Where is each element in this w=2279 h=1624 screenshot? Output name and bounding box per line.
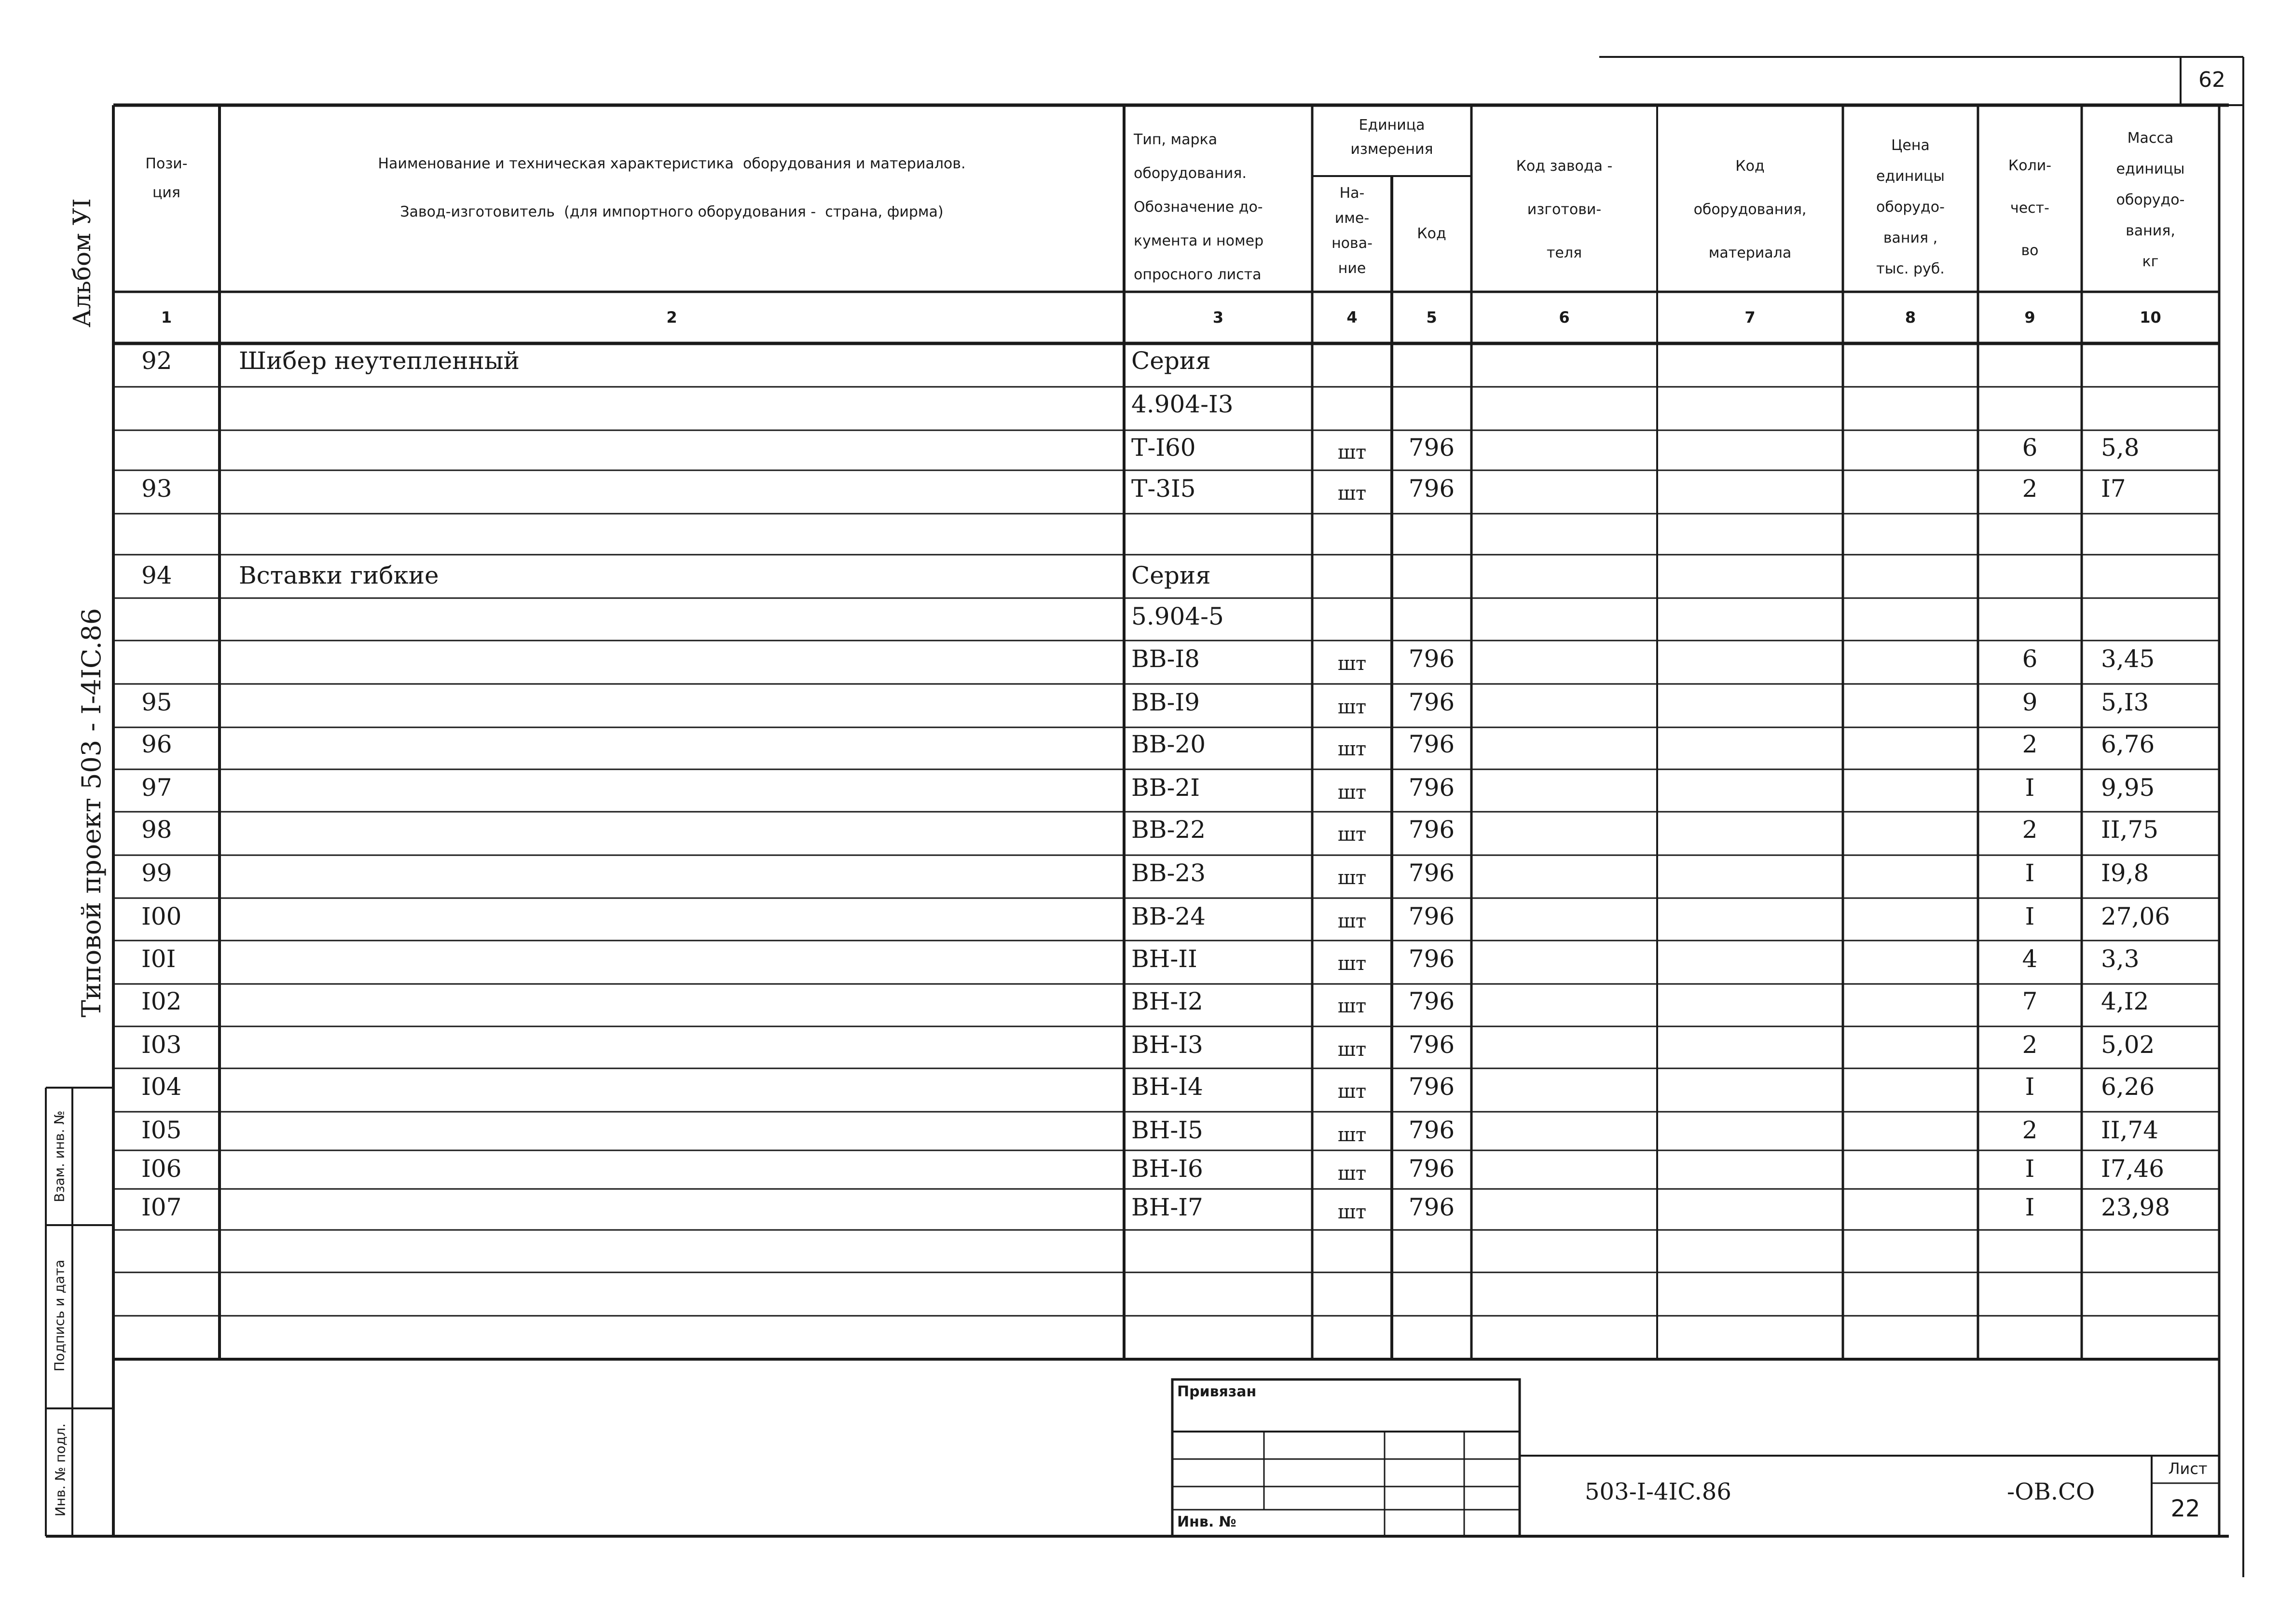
mass-cell: 5,02 xyxy=(2101,1031,2155,1059)
mass-cell: 6,26 xyxy=(2101,1073,2155,1101)
unit-code-cell: 796 xyxy=(1408,987,1455,1015)
quantity-cell: 2 xyxy=(2022,816,2038,844)
type-cell: 5.904-5 xyxy=(1131,602,1224,630)
header-mass: Масса единицы оборудо- вания, кг xyxy=(2116,130,2185,270)
type-cell: ВВ-24 xyxy=(1131,902,1206,930)
header-unit: Единица измерения xyxy=(1350,117,1433,158)
mass-cell: 5,8 xyxy=(2101,434,2140,462)
quantity-cell: I xyxy=(2025,859,2035,887)
album-label: Альбом УI xyxy=(68,198,96,328)
unit-cell: шт xyxy=(1337,738,1367,760)
quantity-cell: I xyxy=(2025,1155,2035,1183)
quantity-cell: 7 xyxy=(2022,987,2038,1015)
position-cell: 93 xyxy=(141,475,172,503)
quantity-cell: 2 xyxy=(2022,1116,2038,1144)
position-cell: I0I xyxy=(141,945,176,973)
document-suffix: -ОВ.СО xyxy=(2007,1478,2095,1505)
type-cell: ВН-I3 xyxy=(1131,1031,1203,1059)
unit-code-cell: 796 xyxy=(1408,945,1455,973)
header-position: Пози- ция xyxy=(145,155,188,201)
header-name-line2: Завод-изготовитель (для импортного оборудования - страна, фирма) xyxy=(400,204,944,220)
mass-cell: 4,I2 xyxy=(2101,987,2149,1015)
quantity-cell: 2 xyxy=(2022,730,2038,758)
type-cell: ВН-I2 xyxy=(1131,987,1203,1015)
mass-cell: 9,95 xyxy=(2101,774,2155,802)
project-label: Типовой проект 503 - I-4IC.86 xyxy=(76,608,107,1018)
type-cell: ВВ-I8 xyxy=(1131,645,1200,673)
unit-code-cell: 796 xyxy=(1408,730,1455,758)
unit-cell: шт xyxy=(1337,953,1367,975)
type-cell: ВН-I4 xyxy=(1131,1073,1203,1101)
position-cell: 97 xyxy=(141,774,172,802)
unit-cell: шт xyxy=(1337,995,1367,1017)
type-cell: Серия xyxy=(1131,347,1211,375)
unit-code-cell: 796 xyxy=(1408,1193,1455,1221)
unit-code-cell: 796 xyxy=(1408,434,1455,462)
quantity-cell: I xyxy=(2025,902,2035,930)
unit-code-cell: 796 xyxy=(1408,1155,1455,1183)
unit-code-cell: 796 xyxy=(1408,816,1455,844)
column-number-1: 1 xyxy=(161,308,172,327)
unit-code-cell: 796 xyxy=(1408,475,1455,503)
type-cell: ВВ-2I xyxy=(1131,774,1200,802)
column-number-5: 5 xyxy=(1426,308,1437,327)
unit-code-cell: 796 xyxy=(1408,774,1455,802)
name-cell: Вставки гибкие xyxy=(239,561,439,589)
position-cell: I04 xyxy=(141,1073,182,1101)
position-cell: I07 xyxy=(141,1193,182,1221)
unit-code-cell: 796 xyxy=(1408,1073,1455,1101)
position-cell: I06 xyxy=(141,1155,182,1183)
quantity-cell: 9 xyxy=(2022,688,2038,716)
quantity-cell: I xyxy=(2025,774,2035,802)
position-cell: I02 xyxy=(141,987,182,1015)
stamp-label-vzam: Взам. инв. № xyxy=(51,1110,68,1202)
type-cell: ВВ-20 xyxy=(1131,730,1206,758)
mass-cell: I7,46 xyxy=(2101,1155,2165,1183)
column-number-2: 2 xyxy=(666,308,677,327)
type-cell: Серия xyxy=(1131,561,1211,589)
stamp-label-inv: Инв. № подл. xyxy=(52,1423,69,1517)
header-unit-code: Код xyxy=(1417,225,1446,242)
column-number-8: 8 xyxy=(1905,308,1916,327)
document-code: 503-I-4IC.86 xyxy=(1585,1478,1731,1505)
unit-cell: шт xyxy=(1337,653,1367,675)
sheet-label: Лист xyxy=(2168,1460,2208,1478)
type-cell: ВВ-I9 xyxy=(1131,688,1200,716)
quantity-cell: 6 xyxy=(2022,434,2038,462)
type-cell: ВВ-23 xyxy=(1131,859,1206,887)
header-price: Цена единицы оборудо- вания , тыс. руб. xyxy=(1876,137,1945,277)
unit-code-cell: 796 xyxy=(1408,1116,1455,1144)
type-cell: ВН-I5 xyxy=(1131,1116,1203,1144)
unit-code-cell: 796 xyxy=(1408,645,1455,673)
name-cell: Шибер неутепленный xyxy=(239,347,520,375)
position-cell: 94 xyxy=(141,561,172,589)
unit-cell: шт xyxy=(1337,1038,1367,1061)
type-cell: ВН-II xyxy=(1131,945,1197,973)
column-number-9: 9 xyxy=(2024,308,2035,327)
unit-code-cell: 796 xyxy=(1408,1031,1455,1059)
position-cell: I05 xyxy=(141,1116,182,1144)
unit-cell: шт xyxy=(1337,823,1367,846)
mass-cell: 27,06 xyxy=(2101,902,2170,930)
position-cell: 96 xyxy=(141,730,172,758)
mass-cell: 6,76 xyxy=(2101,730,2155,758)
unit-cell: шт xyxy=(1337,867,1367,889)
sheet-number: 22 xyxy=(2170,1495,2200,1522)
header-type: Тип, марка оборудования. Обозначение до- кумента и номер опросного листа xyxy=(1134,131,1264,283)
mass-cell: 3,3 xyxy=(2101,945,2140,973)
mass-cell: I7 xyxy=(2101,475,2126,503)
position-cell: 98 xyxy=(141,816,172,844)
header-name-line1: Наименование и техническая характеристика оборудования и материалов. xyxy=(378,155,966,172)
quantity-cell: 2 xyxy=(2022,475,2038,503)
unit-cell: шт xyxy=(1337,1201,1367,1223)
mass-cell: 3,45 xyxy=(2101,645,2155,673)
mass-cell: II,75 xyxy=(2101,816,2159,844)
quantity-cell: I xyxy=(2025,1073,2035,1101)
quantity-cell: 4 xyxy=(2022,945,2038,973)
unit-cell: шт xyxy=(1337,482,1367,505)
column-number-10: 10 xyxy=(2140,308,2161,327)
header-unit-name: На- име- нова- ние xyxy=(1332,185,1373,277)
column-number-6: 6 xyxy=(1559,308,1570,327)
column-number-4: 4 xyxy=(1346,308,1358,327)
inv-no-label: Инв. № xyxy=(1177,1514,1236,1530)
type-cell: Т-I60 xyxy=(1131,434,1196,462)
type-cell: ВН-I6 xyxy=(1131,1155,1203,1183)
mass-cell: II,74 xyxy=(2101,1116,2159,1144)
quantity-cell: 2 xyxy=(2022,1031,2038,1059)
privyazan-label: Привязан xyxy=(1177,1383,1257,1400)
unit-code-cell: 796 xyxy=(1408,688,1455,716)
position-cell: I03 xyxy=(141,1031,182,1059)
unit-cell: шт xyxy=(1337,781,1367,804)
unit-cell: шт xyxy=(1337,441,1367,464)
page-number: 62 xyxy=(2198,68,2225,92)
type-cell: 4.904-I3 xyxy=(1131,390,1234,418)
position-cell: 95 xyxy=(141,688,172,716)
mass-cell: 5,I3 xyxy=(2101,688,2149,716)
unit-code-cell: 796 xyxy=(1408,859,1455,887)
position-cell: 99 xyxy=(141,859,172,887)
type-cell: ВН-I7 xyxy=(1131,1193,1203,1221)
mass-cell: 23,98 xyxy=(2101,1193,2170,1221)
unit-cell: шт xyxy=(1337,1124,1367,1146)
column-number-3: 3 xyxy=(1212,308,1224,327)
position-cell: 92 xyxy=(141,347,172,375)
unit-cell: шт xyxy=(1337,696,1367,718)
header-factory-code: Код завода - изготови- теля xyxy=(1516,158,1613,261)
unit-cell: шт xyxy=(1337,1080,1367,1103)
quantity-cell: I xyxy=(2025,1193,2035,1221)
header-quantity: Коли- чест- во xyxy=(2008,157,2052,259)
type-cell: ВВ-22 xyxy=(1131,816,1206,844)
header-equipment-code: Код оборудования, материала xyxy=(1693,158,1807,261)
unit-code-cell: 796 xyxy=(1408,902,1455,930)
position-cell: I00 xyxy=(141,902,182,930)
unit-cell: шт xyxy=(1337,910,1367,932)
type-cell: Т-3I5 xyxy=(1131,475,1196,503)
unit-cell: шт xyxy=(1337,1162,1367,1185)
column-number-7: 7 xyxy=(1744,308,1756,327)
mass-cell: I9,8 xyxy=(2101,859,2149,887)
stamp-label-sign: Подпись и дата xyxy=(51,1259,68,1372)
quantity-cell: 6 xyxy=(2022,645,2038,673)
